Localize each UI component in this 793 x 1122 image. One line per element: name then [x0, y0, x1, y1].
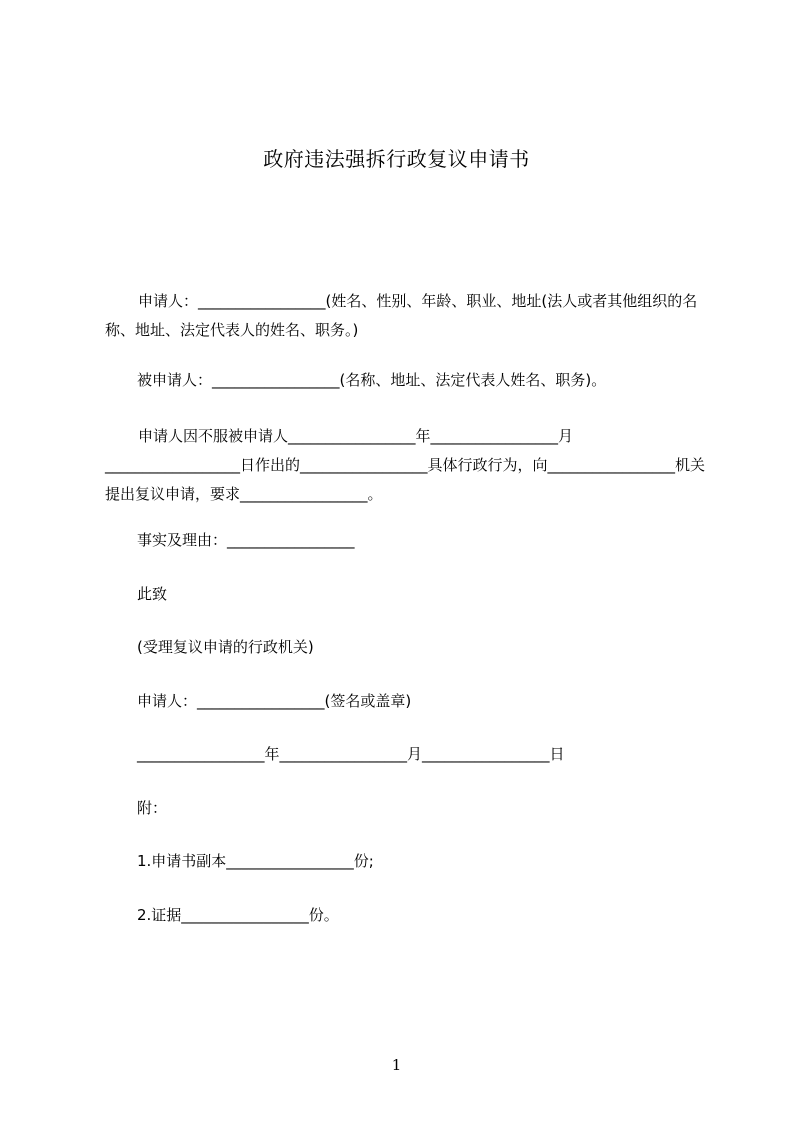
facts-line: 事实及理由：_________________ — [137, 531, 355, 549]
salutation: 此致 — [137, 585, 168, 603]
attachment-item-1: 1.申请书副本_________________份; — [137, 852, 374, 870]
signature-line: 申请人：_________________(签名或盖章) — [137, 692, 412, 710]
page-number: 1 — [391, 1056, 402, 1074]
recipient-line: (受理复议申请的行政机关) — [137, 638, 314, 656]
attachment-label: 附： — [137, 799, 168, 817]
date-line: _________________年_________________月_________________日 — [137, 745, 565, 763]
applicant-paragraph: 申请人：_________________(姓名、性别、年龄、职业、地址(法人或者其他组织的名称、地址、法定代表人的姓名、职务。) — [105, 292, 698, 339]
attachment-item-2: 2.证据_________________份。 — [137, 906, 339, 924]
respondent-line: 被申请人：_________________(名称、地址、法定代表人姓名、职务)。 — [137, 371, 607, 389]
document-title: 政府违法强拆行政复议申请书 — [263, 147, 530, 171]
request-paragraph: 申请人因不服被申请人_________________年_________________月__________________日作出的_________________具体行政行为，向_________________机关提出复议申请，要求_________________。 — [105, 427, 706, 503]
